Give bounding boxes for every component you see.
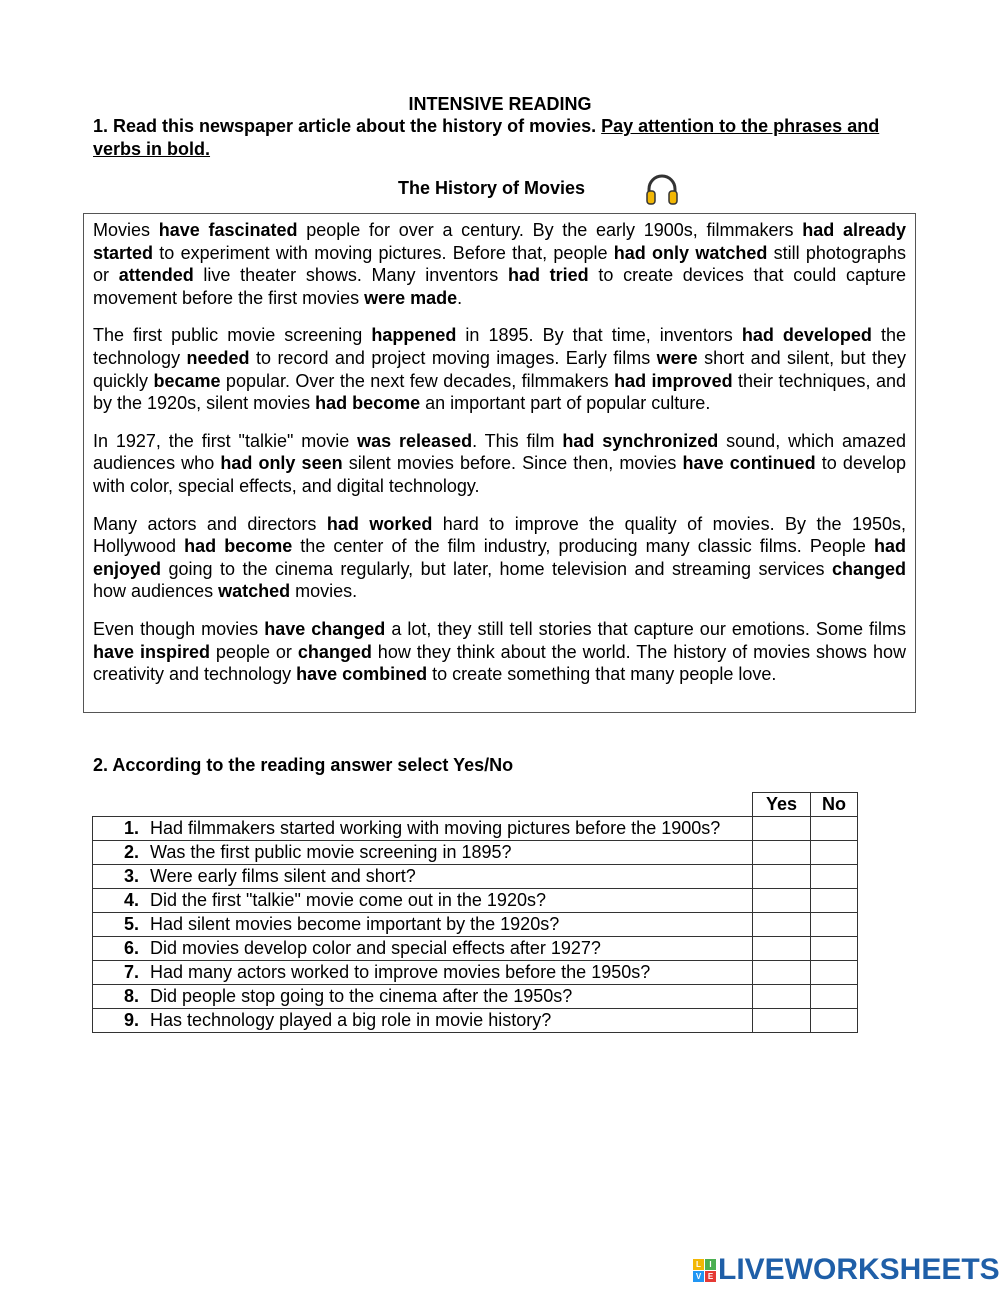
question-text: Did people stop going to the cinema after the 1950s?	[150, 986, 573, 1006]
text-run: Many actors and directors	[93, 513, 327, 534]
no-answer-cell[interactable]	[811, 985, 858, 1009]
text-run: Movies	[93, 220, 159, 240]
bold-phrase: changed	[831, 558, 906, 579]
column-no: No	[811, 793, 858, 817]
instruction	[93, 115, 913, 161]
yes-answer-cell[interactable]	[753, 817, 811, 841]
instruction-text: 1. Read this newspaper article about the history of movies.	[93, 116, 602, 136]
bold-phrase: happened	[371, 325, 457, 346]
bold-phrase: became	[153, 370, 221, 391]
article-paragraph	[93, 513, 906, 603]
no-answer-cell[interactable]	[811, 1009, 858, 1033]
bold-phrase: had become	[184, 536, 293, 557]
question-text: Were early films silent and short?	[150, 866, 416, 886]
bold-phrase: attended	[118, 265, 194, 286]
text-run: how audiences	[93, 581, 219, 602]
bold-phrase: have continued	[682, 453, 816, 474]
no-answer-cell[interactable]	[811, 817, 858, 841]
question-row	[93, 961, 858, 985]
instruction-underlined: Pay attention to the phrases and verbs in bold.	[93, 116, 880, 159]
yes-answer-cell[interactable]	[753, 985, 811, 1009]
yes-answer-cell[interactable]	[753, 841, 811, 865]
text-run: In 1927, the first "talkie" movie	[93, 430, 358, 451]
text-run: to develop with color, special effects, and digital technology.	[93, 453, 906, 496]
bold-phrase: have changed	[264, 618, 386, 639]
text-run: movies.	[290, 581, 358, 602]
column-yes: Yes	[753, 793, 811, 817]
article-box	[83, 213, 916, 713]
bold-phrase: had enjoyed	[93, 536, 907, 579]
bold-phrase: had only seen	[220, 453, 343, 474]
text-run: to record and project moving images. Early films	[249, 347, 657, 368]
text-run: people or	[209, 641, 298, 662]
bold-phrase: was released	[357, 430, 473, 451]
text-run: Even though movies	[93, 618, 265, 639]
text-run: how they think about the world. The history of movies shows how creativity and technology	[93, 641, 907, 685]
logo-letter-block: E	[705, 1271, 716, 1282]
article-paragraph	[93, 219, 906, 309]
question-text: Had filmmakers started working with moving pictures before the 1900s?	[150, 818, 721, 838]
no-answer-cell[interactable]	[811, 961, 858, 985]
question-row	[93, 937, 858, 961]
page-heading: INTENSIVE READING	[408, 94, 592, 114]
text-run: short and silent, but they quickly	[93, 347, 907, 391]
question-row	[93, 985, 858, 1009]
text-run: to create devices that could capture movement before the first movies	[93, 265, 906, 308]
logo-blocks	[693, 1259, 716, 1282]
text-run: to experiment with moving pictures. Before that, people	[153, 242, 614, 263]
question-number: 1.	[123, 818, 139, 838]
header-blank	[93, 793, 753, 817]
text-run: The first public movie screening	[93, 325, 372, 346]
liveworksheets-logo	[693, 1255, 1000, 1285]
no-answer-cell[interactable]	[811, 841, 858, 865]
bold-phrase: needed	[186, 347, 250, 368]
text-run: people for over a century. By the early 1900s, filmmakers	[297, 220, 803, 240]
question-number: 5.	[123, 914, 139, 934]
bold-phrase: had tried	[507, 265, 589, 286]
logo-letter-block: V	[693, 1271, 704, 1282]
bold-phrase: had become	[315, 393, 421, 414]
question-text: Had silent movies become important by the 1920s?	[150, 914, 560, 934]
headphones-icon[interactable]	[644, 172, 680, 208]
no-answer-cell[interactable]	[811, 889, 858, 913]
yes-no-table	[92, 792, 858, 1033]
text-run: a lot, they still tell stories that capture our emotions. Some films	[385, 618, 906, 639]
text-run: an important part of popular culture.	[420, 393, 711, 414]
text-run: hard to improve the quality of movies. By the 1950s, Hollywood	[93, 513, 906, 557]
article-paragraph	[93, 324, 906, 414]
question-row	[93, 889, 858, 913]
text-run: .	[457, 287, 463, 308]
question-cell	[93, 817, 753, 841]
yes-answer-cell[interactable]	[753, 913, 811, 937]
text-run: still photographs or	[93, 242, 906, 286]
no-answer-cell[interactable]	[811, 937, 858, 961]
logo-text: LIVEWORKSHEETS	[718, 1253, 1000, 1286]
bold-phrase: have inspired	[93, 641, 210, 662]
article-paragraph	[93, 430, 906, 498]
bold-phrase: had worked	[326, 513, 433, 534]
question-text: Did the first "talkie" movie come out in the 1920s?	[150, 890, 546, 910]
bold-phrase: have combined	[296, 664, 428, 685]
question-row	[93, 817, 858, 841]
yes-answer-cell[interactable]	[753, 1009, 811, 1033]
no-answer-cell[interactable]	[811, 865, 858, 889]
text-run: going to the cinema regularly, but later, home television and streaming services	[161, 558, 832, 579]
text-run: . This film	[472, 430, 563, 451]
text-run: popular. Over the next few decades, filmmakers	[220, 370, 615, 391]
text-run: in 1895. By that time, inventors	[456, 325, 742, 346]
question-row	[93, 913, 858, 937]
question-cell	[93, 865, 753, 889]
bold-phrase: had already started	[93, 220, 907, 263]
text-run: silent movies before. Since then, movies	[342, 453, 683, 474]
yes-answer-cell[interactable]	[753, 961, 811, 985]
question-number: 8.	[123, 986, 139, 1006]
bold-phrase: have fascinated	[158, 220, 298, 240]
question-row	[93, 865, 858, 889]
article-paragraph	[93, 618, 906, 686]
question-cell	[93, 889, 753, 913]
bold-phrase: were made	[364, 287, 458, 308]
yes-answer-cell[interactable]	[753, 937, 811, 961]
logo-letter-block: I	[705, 1259, 716, 1270]
bold-phrase: watched	[218, 581, 291, 602]
question-cell	[93, 1009, 753, 1033]
text-run: the technology	[93, 325, 906, 368]
text-run: to create something that many people love.	[427, 664, 777, 685]
bold-phrase: were	[656, 347, 698, 368]
question-row	[93, 841, 858, 865]
question-number: 9.	[123, 1010, 139, 1030]
question-cell	[93, 961, 753, 985]
question-text: Had many actors worked to improve movies before the 1950s?	[150, 962, 651, 982]
no-answer-cell[interactable]	[811, 913, 858, 937]
text-run: live theater shows. Many inventors	[193, 265, 508, 286]
bold-phrase: changed	[297, 641, 372, 662]
question-row	[93, 1009, 858, 1033]
bold-phrase: had improved	[614, 370, 733, 391]
bold-phrase: had developed	[741, 325, 872, 346]
text-run: the center of the film industry, producing many classic films. People	[292, 536, 874, 557]
bold-phrase: had only watched	[613, 242, 768, 263]
yes-answer-cell[interactable]	[753, 889, 811, 913]
bold-phrase: had synchronized	[562, 430, 719, 451]
question-text: Was the first public movie screening in 1895?	[150, 842, 512, 862]
question-number: 6.	[123, 938, 139, 958]
question-text: Has technology played a big role in movie history?	[150, 1010, 552, 1030]
article-title: The History of Movies	[398, 178, 586, 198]
logo-letter-block: L	[693, 1259, 704, 1270]
question-cell	[93, 937, 753, 961]
question-text: Did movies develop color and special effects after 1927?	[150, 938, 601, 958]
question-cell	[93, 841, 753, 865]
yes-answer-cell[interactable]	[753, 865, 811, 889]
text-run: sound, which amazed audiences who	[93, 430, 906, 474]
question-number: 3.	[123, 866, 139, 886]
text-run: their techniques, and by the 1920s, silent movies	[93, 370, 906, 414]
question-number: 4.	[123, 890, 139, 910]
question-number: 2.	[123, 842, 139, 862]
question-number: 7.	[123, 962, 139, 982]
quiz-heading: 2. According to the reading answer select Yes/No	[93, 755, 514, 775]
question-cell	[93, 985, 753, 1009]
question-cell	[93, 913, 753, 937]
